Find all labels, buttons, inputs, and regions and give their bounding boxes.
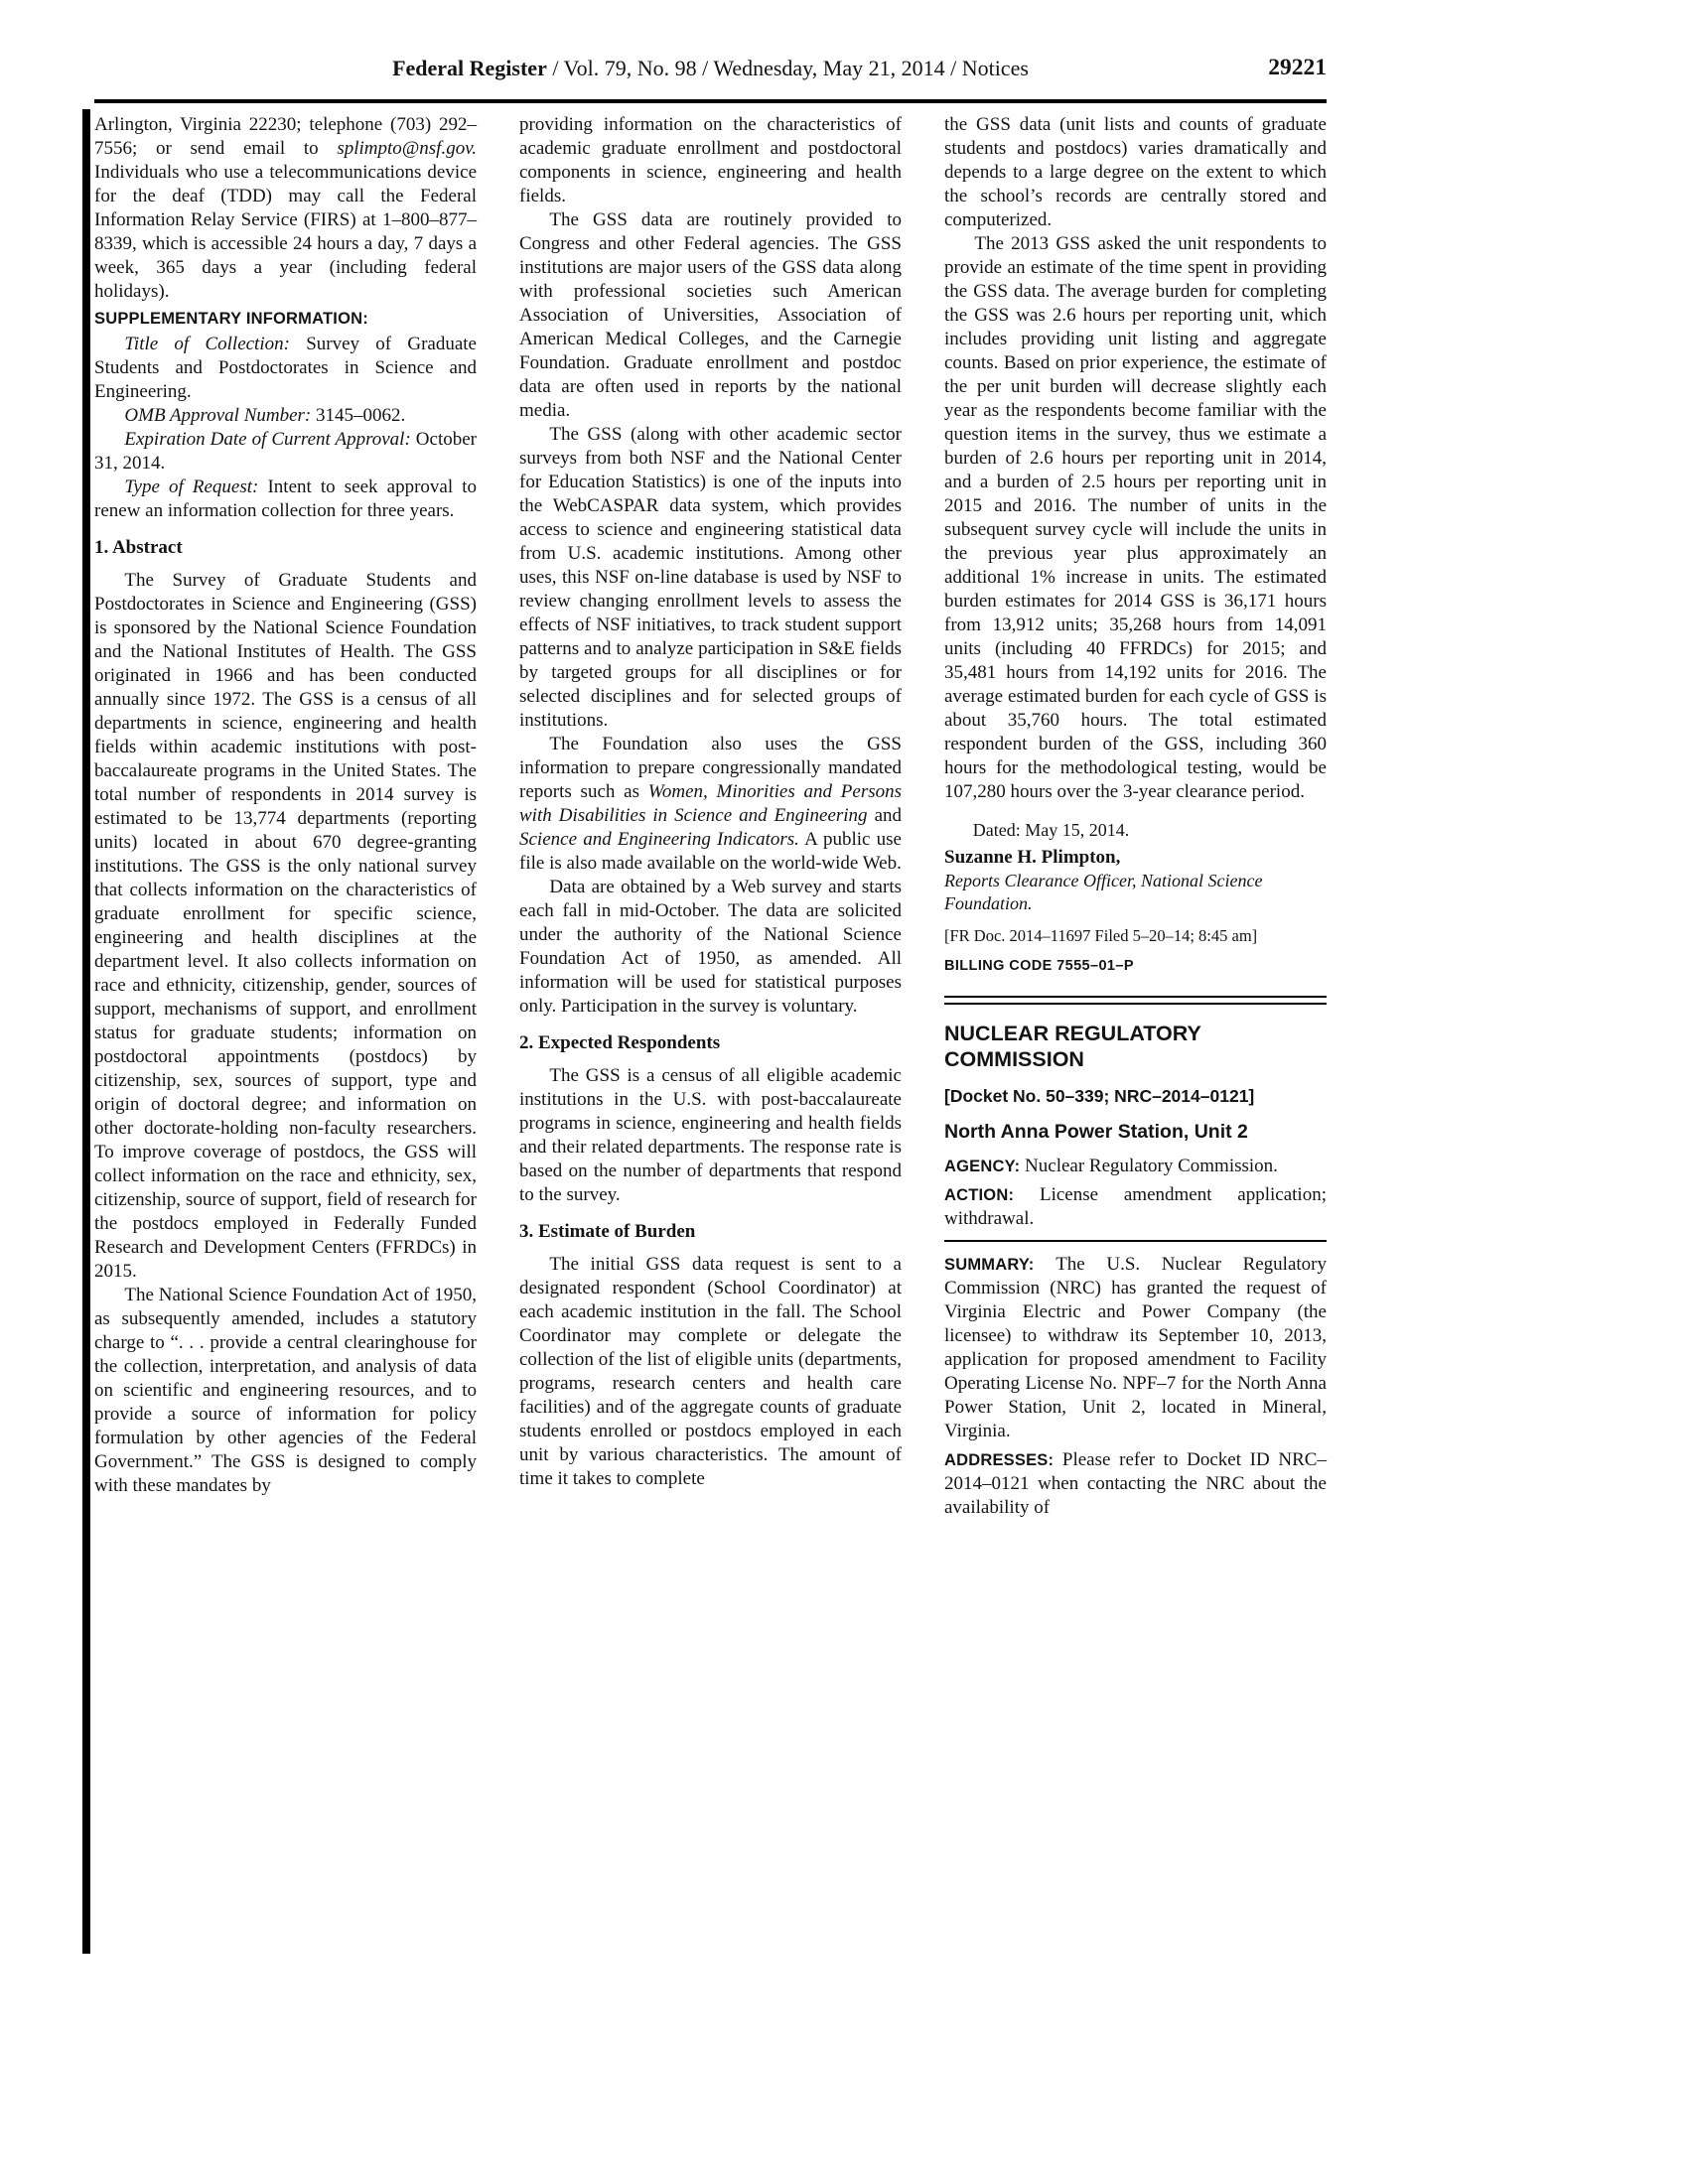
- burden-continuation-paragraph: [944, 113, 1327, 232]
- page-number: 29221: [1268, 55, 1327, 80]
- title-of-collection: [94, 333, 477, 404]
- text-run: October 31, 2014.: [94, 429, 477, 474]
- running-head: [94, 56, 1327, 81]
- report-title: Women, Minorities and Persons with Disabilities in Science and Engineering: [519, 781, 903, 826]
- estimate-of-burden-paragraph: [519, 1253, 902, 1491]
- text-run: The initial GSS data request is sent to a designated respondent (School Coordinator) at each academic institution in the fall. The School Coordinator may complete or delegate the collection of the list of eligible units (departments, programs, research centers and health care facilities) and of the aggregate counts of graduate students enrolled or postdocs employed in each unit by various characteristics. The amount of time it takes to complete: [519, 1254, 902, 1489]
- item-label: Expiration Date of Current Approval:: [124, 429, 416, 450]
- text-run: Please refer to Docket ID NRC–2014–0121 when contacting the NRC about the availability of: [944, 1449, 1327, 1518]
- text-run: the GSS data (unit lists and counts of graduate students and postdocs) varies dramatically and depends to a large degree on the extent to which the school’s records are centrally stored and computerized.: [944, 114, 1327, 230]
- foundation-reports-paragraph: [519, 733, 902, 876]
- expected-respondents-heading: 2. Expected Respondents: [519, 1032, 721, 1053]
- abstract-paragraph-2: [94, 1284, 477, 1498]
- gss-data-users-paragraph: [519, 208, 902, 423]
- text-run: A public use file is also made available on the world-wide Web.: [519, 829, 902, 874]
- estimate-of-burden-heading: 3. Estimate of Burden: [519, 1221, 696, 1242]
- text-run: and: [867, 805, 902, 826]
- burden-estimate-paragraph: [944, 232, 1327, 804]
- item-label: Type of Request:: [124, 477, 268, 497]
- field-label: SUPPLEMENTARY INFORMATION:: [94, 310, 368, 328]
- billing-code: BILLING CODE 7555–01–P: [944, 958, 1134, 974]
- column-2: [519, 113, 902, 1525]
- supplementary-information-heading: [94, 307, 477, 331]
- text-run: Survey of Graduate Students and Postdoctorates in Science and Engineering.: [94, 334, 477, 402]
- expected-respondents-paragraph: [519, 1064, 902, 1207]
- left-edge-bar: [82, 109, 90, 1954]
- text-run: The Survey of Graduate Students and Postdoctorates in Science and Engineering (GSS) is sponsored by the National Science Foundation and the National Institutes of Health. The GSS originated in 1966 and has been conducted annually since 1972. The GSS is a census of all departments in science, engineering and health fields within academic institutions with post-baccalaureate programs in the United States. The total number of respondents in 2014 survey is estimated to be 13,774 departments (reporting units) located in about 670 degree-granting institutions. The GSS is the only national survey that collects information on the characteristics of graduate enrollment for specific science, engineering and health disciplines at the department level. It also collects information on race and ethnicity, citizenship, gender, sources of support, mechanisms of support, and enrollment status for graduate students; information on postdoctoral appointments (postdocs) by citizenship, sex, sources of support, type and origin of doctoral degree; and information on other doctorate-holding non-faculty researchers. To improve coverage of postdocs, the GSS will collect information on the race and ethnicity, sex, citizenship, source of support, field of research for the postdocs employed in Federally Funded Research and Development Centers (FFRDCs) in 2015.: [94, 570, 477, 1282]
- agency-field: [944, 1155, 1327, 1178]
- text-columns: [94, 113, 1327, 1525]
- field-label: SUMMARY:: [944, 1256, 1056, 1274]
- text-run: The 2013 GSS asked the unit respondents to provide an estimate of the time spent in providing the GSS data. The average burden for completing the GSS was 2.6 hours per reporting unit, which includes providing unit listing and aggregate counts. Based on prior experience, the estimate of the per unit burden will decrease slightly each year as the respondents become familiar with the question items in the survey, thus we estimate a burden of 2.6 hours per reporting unit in 2014, and a burden of 2.5 hours per reporting unit in 2015 and 2016. The number of units in the subsequent survey cycle will include the units in the previous year plus approximately an additional 1% increase in units. The estimated burden estimates for 2014 GSS is 36,171 hours from 13,912 units; 35,268 hours from 14,091 units (including 40 FFRDCs) for 2015; and 35,481 hours from 14,192 units for 2016. The average estimated burden for each cycle of GSS is about 35,760 hours. The total estimated respondent burden of the GSS, including 360 hours for the methodological testing, would be 107,280 hours over the 3-year clearance period.: [944, 233, 1327, 802]
- text-run: The U.S. Nuclear Regulatory Commission (NRC) has granted the request of Virginia Electric and Power Company (the licensee) to withdraw its September 10, 2013, application for proposed amendment to Facility Operating License No. NPF–7 for the North Anna Power Station, Unit 2, located in Mineral, Virginia.: [944, 1254, 1327, 1441]
- report-title: Science and Engineering Indicators.: [519, 829, 799, 850]
- text-run: providing information on the characteristics of academic graduate enrollment and postdoctoral components in science, engineering and health fields.: [519, 114, 902, 206]
- text-run: Individuals who use a telecommunications device for the deaf (TDD) may call the Federal Information Relay Service (FIRS) at 1–800–877–8339, which is accessible 24 hours a day, 7 days a week, 365 days a year (including federal holidays).: [94, 162, 477, 302]
- column-1: [94, 113, 477, 1525]
- field-label: AGENCY:: [944, 1158, 1026, 1175]
- notice-divider: [944, 996, 1327, 1005]
- field-label: ACTION:: [944, 1186, 1040, 1204]
- fr-doc-line: [FR Doc. 2014–11697 Filed 5–20–14; 8:45 am]: [944, 926, 1258, 945]
- issue-info: / Vol. 79, No. 98 / Wednesday, May 21, 2014 / Notices: [546, 56, 1029, 80]
- text-run: License amendment application; withdrawal.: [944, 1184, 1327, 1229]
- abstract-heading: 1. Abstract: [94, 537, 183, 558]
- agency-name-heading: NUCLEAR REGULATORY COMMISSION: [944, 1022, 1201, 1071]
- text-run: The GSS is a census of all eligible academic institutions in the U.S. with post-baccalaureate programs in science, engineering and health fields and their related departments. The response rate is based on the number of departments that respond to the survey.: [519, 1065, 902, 1205]
- summary-field: [944, 1253, 1327, 1443]
- signature-name: Suzanne H. Plimpton,: [944, 847, 1121, 868]
- text-run: The National Science Foundation Act of 1950, as subsequently amended, includes a statutory charge to “. . . provide a central clearinghouse for the collection, interpretation, and analysis of data on scientific and engineering resources, and to provide a source of information for policy formulation by other agencies of the Federal Government.” The GSS is designed to comply with these mandates by: [94, 1285, 477, 1496]
- text-run: The GSS data are routinely provided to Congress and other Federal agencies. The GSS institutions are major users of the GSS data along with professional societies such American Association of Universities, Association of American Medical Colleges, and the Carnegie Foundation. Graduate enrollment and postdoc data are often used in reports by the national media.: [519, 209, 902, 421]
- text-run: 3145–0062.: [316, 405, 406, 426]
- text-run: Intent to seek approval to renew an information collection for three years.: [94, 477, 478, 521]
- contact-paragraph: [94, 113, 477, 304]
- signature-title: Reports Clearance Officer, National Science Foundation.: [944, 871, 1263, 913]
- web-survey-paragraph: [519, 876, 902, 1019]
- abstract-paragraph-1: [94, 569, 477, 1284]
- action-field: [944, 1183, 1327, 1231]
- header-rule: [94, 99, 1327, 103]
- text-run: Arlington, Virginia 22230; telephone (703) 292–7556; or send email to: [94, 114, 477, 159]
- addresses-field: [944, 1448, 1327, 1520]
- field-divider: [944, 1240, 1327, 1242]
- journal-name: Federal Register: [392, 56, 547, 80]
- signature-date: Dated: May 15, 2014.: [972, 820, 1130, 840]
- docket-number: [Docket No. 50–339; NRC–2014–0121]: [944, 1086, 1255, 1106]
- text-run: The GSS (along with other academic sector surveys from both NSF and the National Center for Education Statistics) is one of the inputs into the WebCASPAR data system, which provides access to science and engineering statistical data from U.S. academic institutions. Among other uses, this NSF on-line database is used by NSF to review changing enrollment levels to assess the effects of NSF initiatives, to track student support patterns and to analyze participation in S&E fields by targeted groups for all disciplines or for selected disciplines and for selected groups of institutions.: [519, 424, 902, 731]
- webcaspar-paragraph: [519, 423, 902, 733]
- email-address: splimpto@nsf.gov.: [337, 138, 477, 159]
- item-label: Title of Collection:: [124, 334, 307, 354]
- page-header: [94, 56, 1327, 91]
- text-run: Data are obtained by a Web survey and starts each fall in mid-October. The data are solicited under the authority of the National Science Foundation Act of 1950, as amended. All information will be used for statistical purposes only. Participation in the survey is voluntary.: [519, 877, 902, 1017]
- omb-approval-number: [94, 404, 477, 428]
- type-of-request: [94, 476, 477, 523]
- field-label: ADDRESSES:: [944, 1451, 1062, 1469]
- document-title: North Anna Power Station, Unit 2: [944, 1121, 1248, 1143]
- item-label: OMB Approval Number:: [124, 405, 317, 426]
- text-run: The Foundation also uses the GSS information to prepare congressionally mandated reports such as: [519, 734, 902, 802]
- expiration-date: [94, 428, 477, 476]
- text-run: Nuclear Regulatory Commission.: [1025, 1156, 1278, 1176]
- continuation-paragraph: [519, 113, 902, 208]
- column-3: [944, 113, 1327, 1525]
